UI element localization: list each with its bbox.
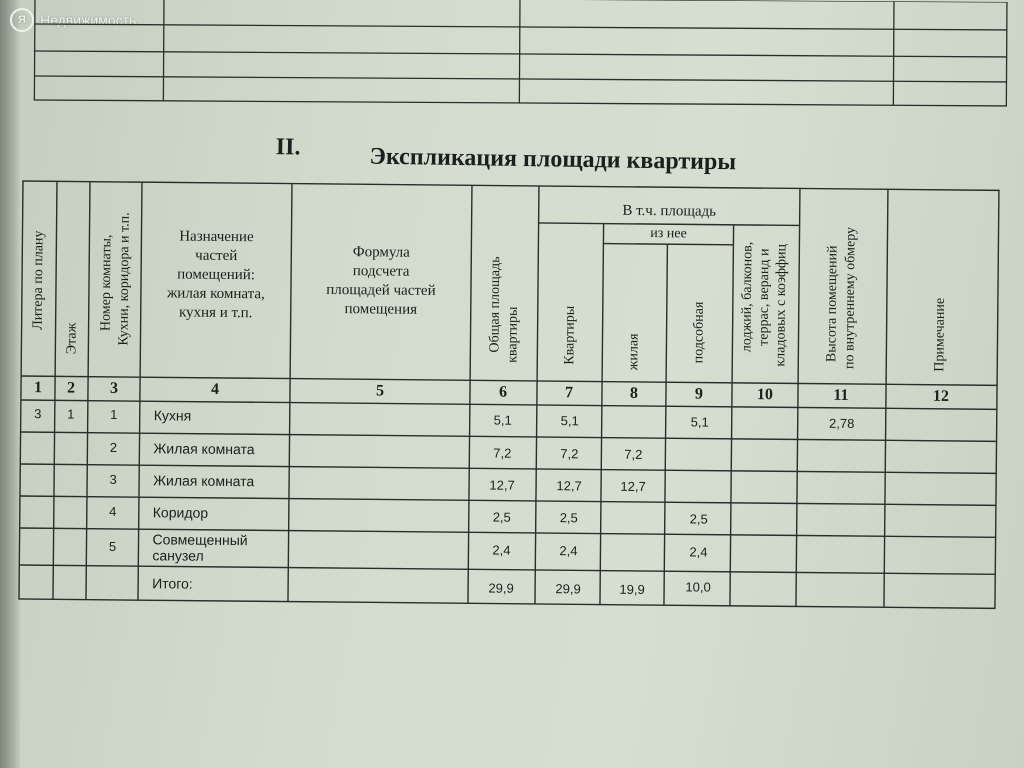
cell-room-number: 2 — [109, 439, 118, 455]
totals-flat-area: 29,9 — [555, 581, 581, 597]
cell-aux-area: 5,1 — [690, 414, 709, 430]
cell-total-area: 2,5 — [492, 509, 511, 525]
header-total-area-line1: Общая площадь — [487, 256, 504, 353]
cell-room-number: 5 — [108, 538, 117, 554]
section-heading — [269, 134, 770, 186]
cell-flat-area: 2,4 — [559, 543, 578, 559]
page-edge-shadow — [0, 0, 20, 768]
cell-living-area: 7,2 — [624, 446, 643, 462]
cell-room-name: Жилая комната — [153, 472, 255, 490]
header-loggias-line2: террас, веранд и — [756, 248, 773, 346]
header-subgroup: из нее — [650, 226, 687, 242]
cell-room-name — [152, 531, 247, 564]
header-total-area-line2: квартиры — [505, 306, 521, 363]
cell-height: 2,78 — [828, 415, 855, 432]
cell-total-area: 12,7 — [489, 477, 515, 493]
cell-flat-area: 7,2 — [560, 446, 579, 462]
column-number: 11 — [833, 386, 849, 404]
header-loggias-line3: кладовых с коэффиц — [773, 243, 790, 367]
header-loggias-line1: лоджий, балконов, — [739, 241, 756, 353]
watermark-logo: Я — [10, 8, 34, 32]
cell-aux-area: 2,5 — [689, 511, 708, 527]
column-number: 10 — [756, 386, 774, 404]
cell-room-name-line: санузел — [152, 547, 204, 564]
cell-room-number: 3 — [109, 471, 117, 487]
header-floor: Этаж — [64, 322, 80, 355]
cell-floor: 1 — [67, 406, 75, 422]
header-purpose-line: помещений: — [177, 266, 256, 284]
cell-aux-area: 2,4 — [689, 544, 708, 560]
header-formula-line: помещения — [344, 301, 418, 318]
header-flat-area: Квартиры — [562, 305, 578, 365]
cell-room-number: 1 — [110, 406, 118, 422]
cell-room-name-line: Совмещенный — [152, 531, 248, 549]
cell-room-name: Кухня — [153, 407, 192, 424]
cell-living-area: 12,7 — [620, 478, 646, 495]
column-number: 3 — [109, 379, 119, 397]
totals-aux-area: 10,0 — [685, 579, 711, 595]
column-number: 1 — [33, 379, 43, 397]
header-formula-line: подсчета — [352, 263, 410, 280]
section-title: Экспликация площади квартиры — [369, 143, 737, 176]
header-formula-line: Формула — [352, 244, 410, 261]
header-purpose-line: кухня и т.п. — [178, 304, 253, 322]
section-number: II. — [275, 134, 301, 161]
header-purpose-line: жилая комната, — [166, 285, 265, 303]
header-litera: Литера по плану — [30, 230, 47, 330]
header-purpose-line: частей — [195, 247, 238, 265]
header-purpose-line: Назначение — [179, 228, 254, 246]
column-number: 12 — [932, 387, 950, 405]
column-number: 4 — [210, 380, 220, 398]
cell-litera: 3 — [34, 406, 42, 422]
cell-flat-area: 2,5 — [559, 510, 578, 526]
previous-table-fragment — [33, 0, 1008, 108]
watermark-text: Недвижимость — [40, 12, 137, 28]
header-formula-line: площадей частей — [326, 281, 436, 299]
cell-flat-area: 5,1 — [560, 413, 579, 429]
cell-total-area: 2,4 — [492, 542, 511, 558]
header-note: Примечание — [932, 297, 948, 372]
cell-room-number: 4 — [109, 503, 117, 519]
header-room-number-line1: Номер комнаты, — [98, 234, 115, 332]
header-group-area: В т.ч. площадь — [622, 202, 717, 220]
header-room-number-line2: Кухни, коридора и т.п. — [116, 212, 133, 346]
area-explication-table — [18, 180, 1002, 611]
header-height-line1: Высота помещений — [824, 245, 841, 363]
cell-room-name: Коридор — [152, 504, 209, 521]
column-number: 5 — [375, 382, 385, 400]
column-number: 7 — [564, 384, 574, 402]
column-number: 8 — [629, 384, 639, 402]
previous-table-grid — [33, 0, 1008, 108]
totals-label: Итого: — [152, 575, 193, 592]
totals-total-area: 29,9 — [488, 580, 514, 596]
column-number: 2 — [66, 379, 76, 397]
column-number: 9 — [694, 385, 704, 403]
totals-living-area: 19,9 — [619, 581, 645, 597]
cell-total-area: 5,1 — [493, 412, 512, 428]
header-formula — [296, 243, 467, 321]
header-purpose — [146, 227, 287, 323]
column-number: 6 — [498, 383, 508, 401]
header-living-area: жилая — [626, 333, 642, 371]
cell-total-area: 7,2 — [493, 445, 512, 461]
header-aux-area: подсобная — [691, 301, 707, 364]
cell-flat-area: 12,7 — [556, 478, 582, 494]
header-height-line2: по внутреннему обмеру — [842, 226, 859, 370]
cell-room-name: Жилая комната — [153, 440, 255, 458]
